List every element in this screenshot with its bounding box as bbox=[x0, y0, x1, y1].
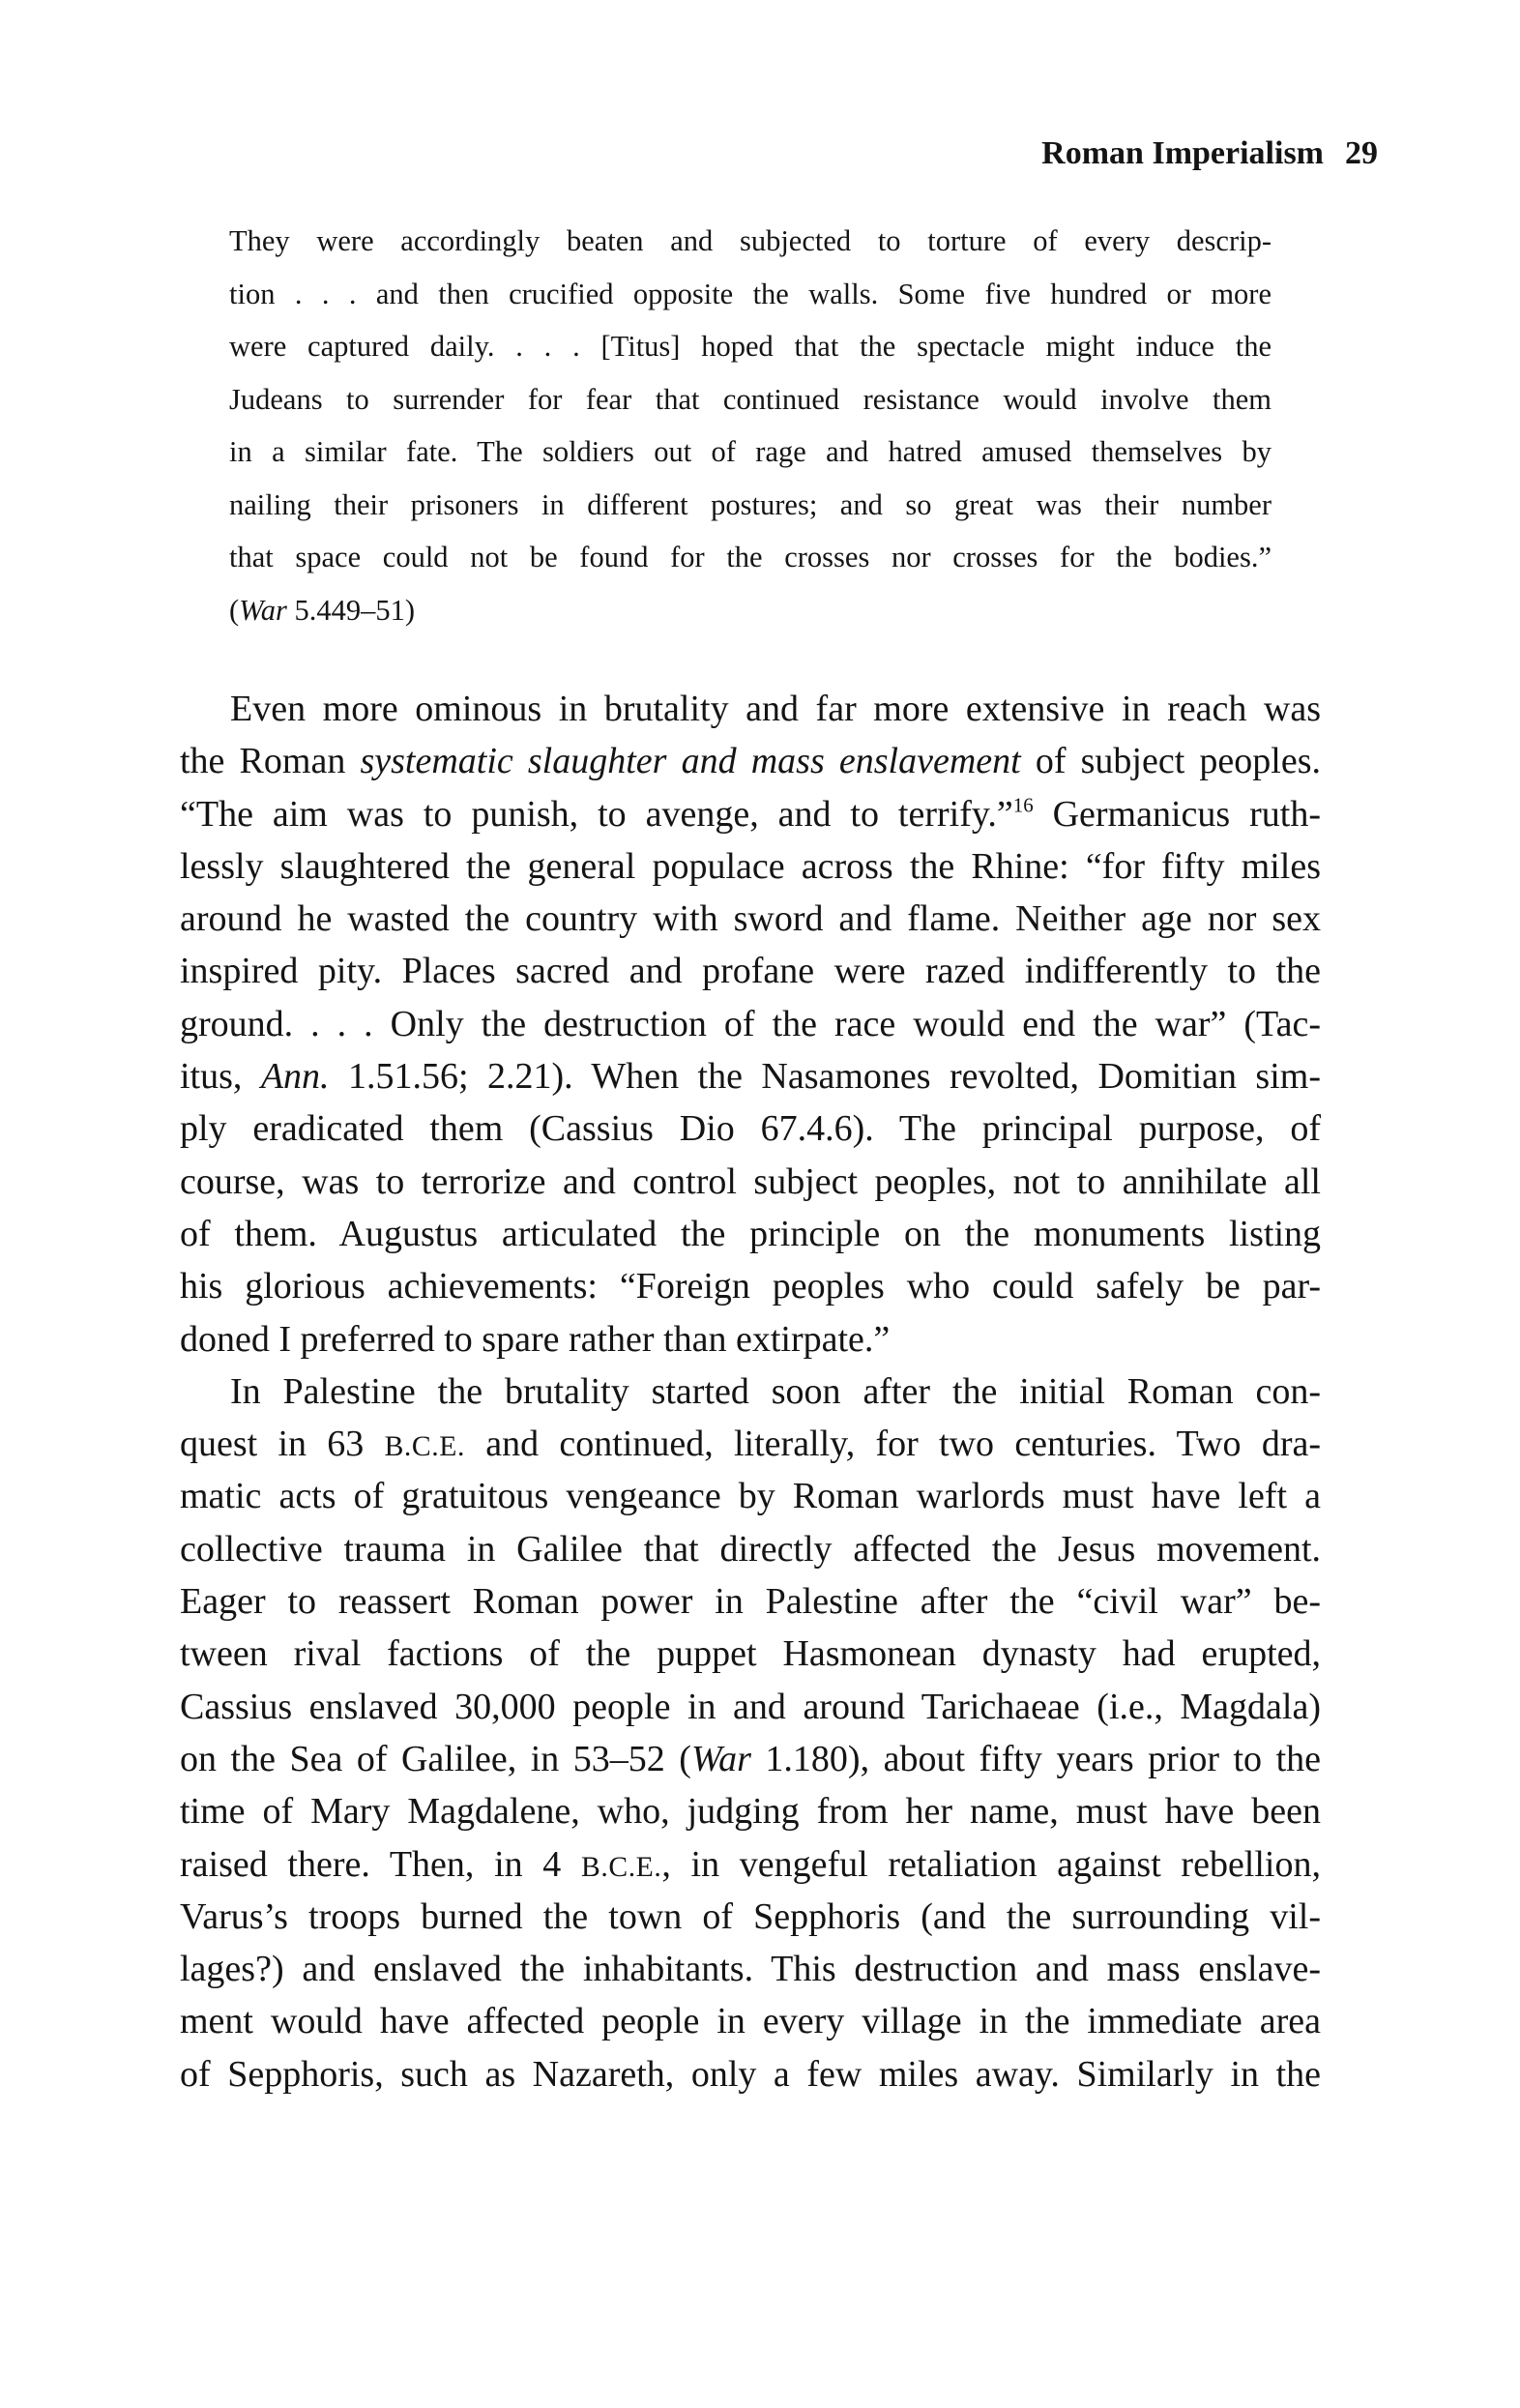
body-line: Eager to reassert Roman power in Palestine after the “civil war” be- bbox=[180, 1581, 1321, 1623]
body-line: tween rival factions of the puppet Hasmonean dynasty had erupted, bbox=[180, 1633, 1321, 1675]
body-line: ground. . . . Only the destruction of the race would end the war” (Tac- bbox=[180, 1003, 1321, 1044]
body-line: inspired pity. Places sacred and profane were razed indifferently to the bbox=[180, 951, 1321, 992]
body-line: lessly slaughtered the general populace across the Rhine: “for fifty miles bbox=[180, 845, 1321, 887]
quote-line: nailing their prisoners in different postures; and so great was their number bbox=[229, 487, 1272, 521]
body-line: “The aim was to punish, to avenge, and to terrify.”$^{16}$ Germanicus ruth- bbox=[180, 792, 1321, 835]
body-line: time of Mary Magdalene, who, judging from her name, must have been bbox=[180, 1791, 1321, 1833]
emphasis: systematic slaughter and mass enslavement bbox=[360, 741, 1021, 782]
body-line: of Sepphoris, such as Nazareth, only a few miles away. Similarly in the bbox=[180, 2053, 1321, 2095]
quote-line: tion . . . and then crucified opposite the walls. Some five hundred or more bbox=[229, 277, 1272, 310]
quote-line: that space could not be found for the crosses nor crosses for the bodies.” bbox=[229, 541, 1272, 573]
body-line: In Palestine the brutality started soon after the initial Roman con- bbox=[230, 1370, 1321, 1412]
body-line: ment would have affected people in every village in the immediate area bbox=[180, 2001, 1321, 2042]
body-line: of them. Augustus articulated the principle on the monuments listing bbox=[180, 1213, 1321, 1254]
body-line: on the Sea of Galilee, in 53–52 (War 1.180), about fifty years prior to the bbox=[180, 1738, 1321, 1779]
quote-line: were captured daily. . . . [Titus] hoped that the spectacle might induce the bbox=[229, 330, 1272, 363]
body-line: lages?) and enslaved the inhabitants. This destruction and mass enslave- bbox=[180, 1949, 1321, 1990]
body-line: matic acts of gratuitous vengeance by Roman warlords must have left a bbox=[180, 1476, 1321, 1517]
body-text bbox=[180, 683, 1321, 2100]
body-line: Varus’s troops burned the town of Sepphoris (and the surrounding vil- bbox=[180, 1895, 1321, 1937]
header-title: Roman Imperialism bbox=[1041, 135, 1324, 171]
block-quote bbox=[229, 215, 1272, 636]
body-line: course, was to terrorize and control subject peoples, not to annihilate all bbox=[180, 1160, 1321, 1202]
body-line: quest in 63 B.C.E. and continued, literally, for two centuries. Two dra- bbox=[180, 1424, 1321, 1465]
body-line: ply eradicated them (Cassius Dio 67.4.6). The principal purpose, of bbox=[180, 1108, 1321, 1150]
quote-line: in a similar fate. The soldiers out of rage and hatred amused themselves by bbox=[229, 435, 1272, 468]
emphasis: Ann. bbox=[260, 1056, 330, 1098]
quote-line: They were accordingly beaten and subjected to torture of every descrip- bbox=[229, 224, 1272, 257]
citation-work: War bbox=[239, 593, 287, 627]
body-line: his glorious achievements: “Foreign peoples who could safely be par- bbox=[180, 1266, 1321, 1307]
body-line: around he wasted the country with sword and flame. Neither age nor sex bbox=[180, 898, 1321, 940]
body-line: Even more ominous in brutality and far more extensive in reach was bbox=[230, 689, 1321, 729]
body-line: doned I preferred to spare rather than extirpate.” bbox=[180, 1318, 891, 1360]
running-header bbox=[1041, 135, 1378, 172]
quote-citation: (War 5.449–51) bbox=[229, 593, 416, 627]
body-line: itus, Ann. 1.51.56; 2.21). When the Nasamones revolted, Domitian sim- bbox=[180, 1056, 1321, 1098]
body-line: Cassius enslaved 30,000 people in and around Tarichaeae (i.e., Magdala) bbox=[180, 1686, 1321, 1727]
body-line: raised there. Then, in 4 B.C.E., in vengeful retaliation against rebellion, bbox=[180, 1843, 1321, 1885]
small-caps: B.C.E. bbox=[384, 1431, 465, 1463]
page-number: 29 bbox=[1345, 135, 1378, 171]
body-line: the Roman systematic slaughter and mass enslavement of subject peoples. bbox=[180, 741, 1321, 782]
footnote-marker: 16 bbox=[1012, 792, 1034, 816]
quote-line: Judeans to surrender for fear that continued resistance would involve them bbox=[229, 382, 1272, 416]
small-caps: B.C.E. bbox=[580, 1851, 662, 1883]
emphasis: War bbox=[690, 1738, 751, 1779]
body-line: collective trauma in Galilee that directly affected the Jesus movement. bbox=[180, 1528, 1321, 1570]
